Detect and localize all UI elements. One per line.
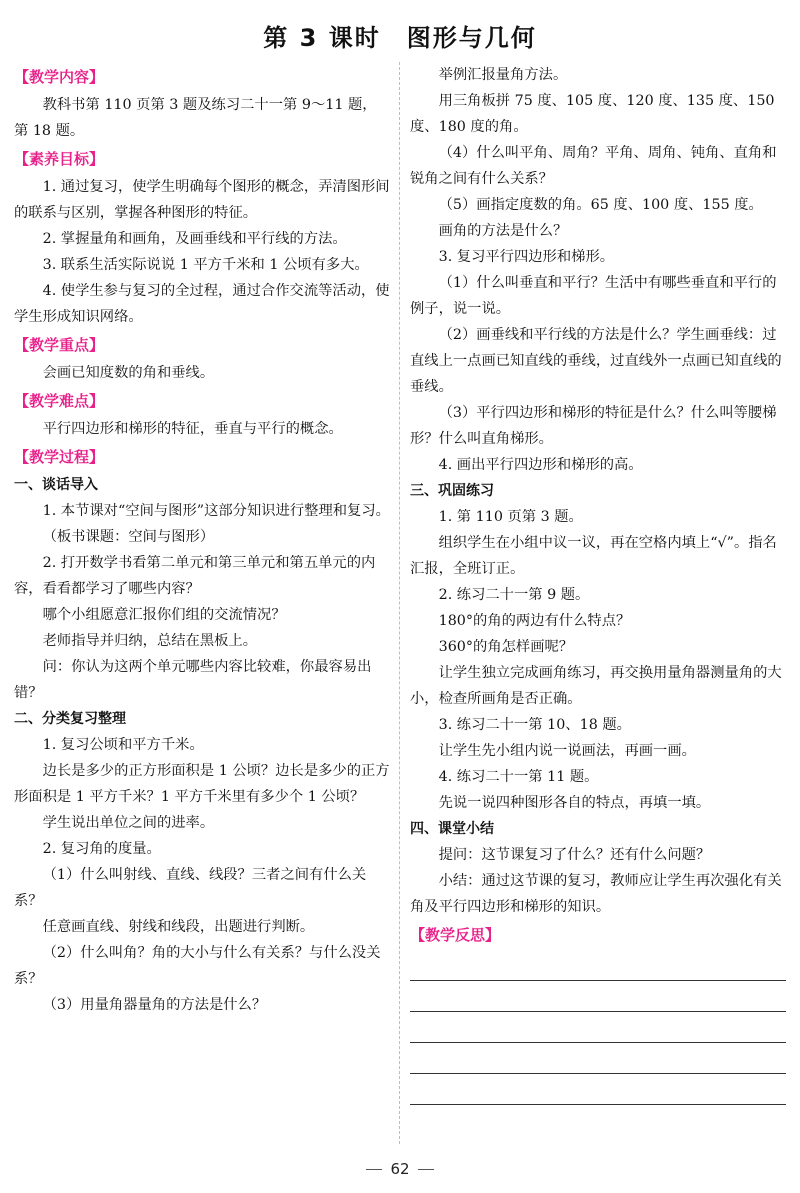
paragraph: 任意画直线、射线和线段，出题进行判断。 [42,919,315,935]
reflection-writing-lines [410,950,786,1105]
process-heading: 【教学过程】 [14,448,105,466]
paragraph: 4. 画出平行四边形和梯形的高。 [438,457,643,473]
paragraph: 1. 复习公顷和平方千米。 [42,737,204,753]
paragraph: （3）平行四边形和梯形的特征是什么？什么叫等腰梯形？什么叫直角梯形。 [410,405,777,447]
writing-line [410,981,786,1012]
paragraph: （2）画垂线和平行线的方法是什么？学生画垂线：过直线上一点画已知直线的垂线，过直线外一点画已知直线的垂线。 [410,327,782,395]
writing-line [410,1012,786,1043]
paragraph: 问：你认为这两个单元哪些内容比较难，你最容易出错？ [14,659,372,701]
difficult-text: 平行四边形和梯形的特征，垂直与平行的概念。 [42,421,343,437]
reflect-heading: 【教学反思】 [410,926,501,944]
paragraph: 3. 练习二十一第 10、18 题。 [438,717,631,733]
paragraph: 1. 本节课对“空间与图形”这部分知识进行整理和复习。 [42,503,390,519]
paragraph: 2. 复习角的度量。 [42,841,161,857]
section-2-title: 二、分类复习整理 [14,711,126,727]
goal-1: 1. 通过复习，使学生明确每个图形的概念，弄清图形间的联系与区别，掌握各种图形的特征。 [14,179,390,221]
paragraph: 画角的方法是什么？ [438,223,568,239]
left-column [14,62,390,1018]
goal-2: 2. 掌握量角和画角，及画垂线和平行线的方法。 [42,231,347,247]
paragraph: 小结：通过这节课的复习，教师应让学生再次强化有关角及平行四边形和梯形的知识。 [410,873,782,915]
paragraph: 用三角板拼 75 度、105 度、120 度、135 度、150 度、180 度的角。 [410,93,775,135]
page-title: 第 3 课时 图形与几何 [263,24,537,52]
footer-dash-right [418,1169,434,1170]
section-1-title: 一、谈话导入 [14,477,98,493]
writing-line [410,1043,786,1074]
paragraph: （2）什么叫角？角的大小与什么有关系？与什么没关系？ [14,945,381,987]
section-3-title: 三、巩固练习 [410,483,494,499]
paragraph: （1）什么叫射线、直线、线段？三者之间有什么关系？ [14,867,367,909]
paragraph: 2. 打开数学书看第二单元和第三单元和第五单元的内容，看看都学习了哪些内容？ [14,555,376,597]
paragraph: 提问：这节课复习了什么？还有什么问题？ [438,847,711,863]
paragraph: 哪个小组愿意汇报你们组的交流情况？ [42,607,286,623]
paragraph: （5）画指定度数的角。65 度、100 度、155 度。 [438,197,763,213]
content-heading: 【教学内容】 [14,68,105,86]
paragraph: （板书课题：空间与图形） [42,529,215,545]
paragraph: 学生说出单位之间的进率。 [42,815,215,831]
paragraph: 1. 第 110 页第 3 题。 [438,509,583,525]
goal-3: 3. 联系生活实际说说 1 平方千米和 1 公顷有多大。 [42,257,369,273]
page-number: 62 [390,1160,410,1178]
paragraph: 组织学生在小组中议一议，再在空格内填上“√”。指名汇报，全班订正。 [410,535,777,577]
content-text: 教科书第 110 页第 3 题及练习二十一第 9～11 题，第 18 题。 [14,97,377,139]
section-4-title: 四、课堂小结 [410,821,494,837]
paragraph: 180°的角的两边有什么特点？ [438,613,631,629]
paragraph: 4. 练习二十一第 11 题。 [438,769,599,785]
key-text: 会画已知度数的角和垂线。 [42,365,215,381]
column-divider [399,62,400,1144]
paragraph: 360°的角怎样画呢？ [438,639,574,655]
paragraph: 2. 练习二十一第 9 题。 [438,587,590,603]
paragraph: 让学生独立完成画角练习，再交换用量角器测量角的大小，检查所画角是否正确。 [410,665,782,707]
paragraph: （3）用量角器量角的方法是什么？ [42,997,267,1013]
footer-dash-left [366,1169,382,1170]
goal-4: 4. 使学生参与复习的全过程，通过合作交流等活动，使学生形成知识网络。 [14,283,390,325]
paragraph: 先说一说四种图形各自的特点，再填一填。 [438,795,711,811]
paragraph: 3. 复习平行四边形和梯形。 [438,249,615,265]
paragraph: 老师指导并归纳，总结在黑板上。 [42,633,258,649]
page-footer [0,1160,800,1178]
paragraph: （1）什么叫垂直和平行？生活中有哪些垂直和平行的例子，说一说。 [410,275,777,317]
writing-line [410,1074,786,1105]
writing-line [410,950,786,981]
key-heading: 【教学重点】 [14,336,105,354]
paragraph: （4）什么叫平角、周角？平角、周角、钝角、直角和锐角之间有什么关系？ [410,145,777,187]
right-column [410,62,786,1105]
goals-heading: 【素养目标】 [14,150,105,168]
paragraph: 让学生先小组内说一说画法，再画一画。 [438,743,696,759]
difficult-heading: 【教学难点】 [14,392,105,410]
paragraph: 举例汇报量角方法。 [438,67,568,83]
paragraph: 边长是多少的正方形面积是 1 公顷？边长是多少的正方形面积是 1 平方千米？1 平方千米里有多少个 1 公顷？ [14,763,390,805]
